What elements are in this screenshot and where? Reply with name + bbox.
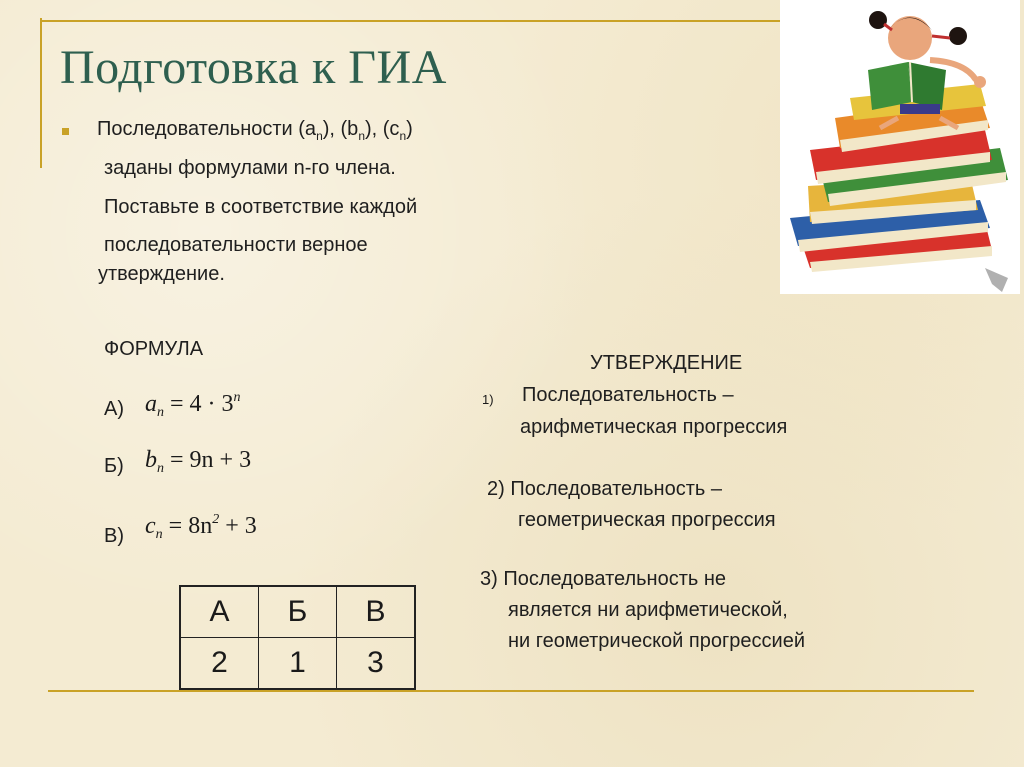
decor-top-line xyxy=(40,20,780,22)
statement-2-line-2: геометрическая прогрессия xyxy=(518,509,776,531)
table-cell: 1 xyxy=(259,638,337,690)
formula-header: ФОРМУЛА xyxy=(104,338,204,360)
table-header-cell: Б xyxy=(259,586,337,638)
table-row xyxy=(180,638,415,690)
page-title: Подготовка к ГИА xyxy=(60,41,447,94)
table-cell: 3 xyxy=(337,638,416,690)
intro-line-5: утверждение. xyxy=(98,263,225,285)
statement-1-line-1: Последовательность – xyxy=(522,384,734,406)
statement-1-line-2: арифметическая прогрессия xyxy=(520,416,788,438)
formula-a: $a_n = 4 \cdot 3^n$ xyxy=(145,390,241,420)
formula-label-c: В) xyxy=(104,525,124,547)
bullet-square-icon xyxy=(62,128,69,135)
formula-b: $b_n = 9n + 3$ xyxy=(145,447,252,476)
book-stack-icon xyxy=(780,0,1020,294)
statement-2-line-1: 2) Последовательность – xyxy=(487,478,722,500)
formula-label-a: А) xyxy=(104,398,124,420)
statement-3-line-2: является ни арифметической, xyxy=(508,599,788,621)
formula-label-b: Б) xyxy=(104,455,124,477)
intro-line-2: заданы формулами n-го члена. xyxy=(104,157,396,179)
book-stack-illustration xyxy=(780,0,1020,294)
table-cell: 2 xyxy=(180,638,259,690)
formula-c: $c_n = 8n^2 + 3$ xyxy=(145,512,257,542)
table-header-cell: В xyxy=(337,586,416,638)
decor-vertical-line xyxy=(40,18,42,168)
decor-bottom-line xyxy=(48,690,974,692)
intro-line-3: Поставьте в соответствие каждой xyxy=(104,196,418,218)
statement-header: УТВЕРЖДЕНИЕ xyxy=(590,352,743,374)
table-row xyxy=(180,586,415,638)
table-header-cell: А xyxy=(180,586,259,638)
statement-1-number: 1) xyxy=(482,392,494,407)
intro-line-4: последовательности верное xyxy=(104,234,368,256)
intro-line-1: Последовательности $(a_n)$, $(b_n)$, $(c_n)$ xyxy=(97,118,413,143)
answer-table xyxy=(179,585,416,690)
statement-3-line-3: ни геометрической прогрессией xyxy=(508,630,805,652)
statement-3-line-1: 3) Последовательность не xyxy=(480,568,727,590)
